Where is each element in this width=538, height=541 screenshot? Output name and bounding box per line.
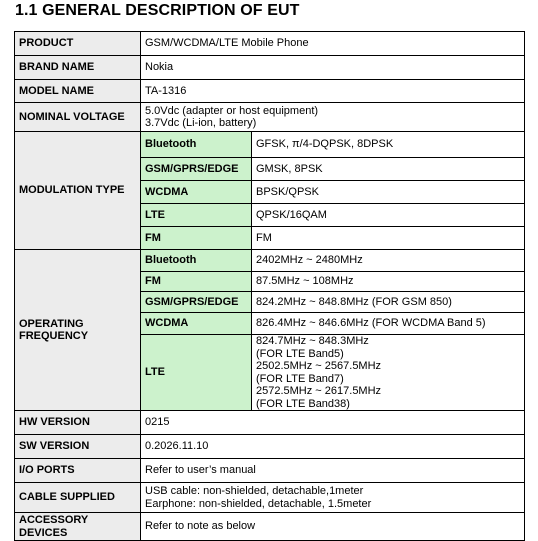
voltage-line: 3.7Vdc (Li-ion, battery) (145, 117, 257, 129)
table-row (15, 80, 525, 103)
modulation-tech: FM (141, 227, 252, 250)
table-row (15, 103, 525, 132)
frequency-label-line: FREQUENCY (19, 330, 89, 342)
modulation-tech: Bluetooth (141, 132, 252, 158)
modulation-value: GMSK, 8PSK (252, 158, 525, 181)
table-row (15, 250, 525, 272)
frequency-value: 824.2MHz ~ 848.8MHz (FOR GSM 850) (252, 292, 525, 313)
lte-frequency-value (252, 335, 525, 411)
hw-version-value: 0215 (141, 411, 525, 435)
frequency-tech: GSM/GPRS/EDGE (141, 292, 252, 313)
lte-range: 824.7MHz ~ 848.3MHz (256, 335, 369, 347)
product-value: GSM/WCDMA/LTE Mobile Phone (141, 32, 525, 56)
section-title: 1.1 GENERAL DESCRIPTION OF EUT (15, 2, 300, 19)
table-row (15, 32, 525, 56)
table-row (15, 459, 525, 483)
frequency-value: 87.5MHz ~ 108MHz (252, 272, 525, 292)
lte-range: 2572.5MHz ~ 2617.5MHz (256, 385, 382, 397)
lte-band-line (256, 385, 520, 410)
model-name-value: TA-1316 (141, 80, 525, 103)
nominal-voltage-label: NOMINAL VOLTAGE (15, 103, 141, 132)
brand-name-label: BRAND NAME (15, 56, 141, 80)
accessory-devices-label (15, 513, 141, 541)
io-ports-value: Refer to user’s manual (141, 459, 525, 483)
lte-band-line (256, 360, 520, 385)
modulation-value: BPSK/QPSK (252, 181, 525, 204)
frequency-value: 826.4MHz ~ 846.6MHz (FOR WCDMA Band 5) (252, 313, 525, 335)
frequency-tech: WCDMA (141, 313, 252, 335)
modulation-tech: GSM/GPRS/EDGE (141, 158, 252, 181)
cable-line: Earphone: non-shielded, detachable, 1.5meter (145, 497, 372, 510)
modulation-value: QPSK/16QAM (252, 204, 525, 227)
table-row (15, 483, 525, 513)
modulation-type-label: MODULATION TYPE (15, 132, 141, 250)
voltage-line: 5.0Vdc (adapter or host equipment) (145, 104, 319, 117)
lte-range: 2502.5MHz ~ 2567.5MHz (256, 360, 382, 372)
eut-description-table (14, 31, 525, 541)
sw-version-value: 0.2026.11.10 (141, 435, 525, 459)
table-row (15, 513, 525, 541)
modulation-tech: LTE (141, 204, 252, 227)
accessory-label-line: DEVICES (19, 526, 68, 539)
accessory-devices-value: Refer to note as below (141, 513, 525, 541)
modulation-value: GFSK, π/4-DQPSK, 8DPSK (252, 132, 525, 158)
frequency-tech: LTE (141, 335, 252, 411)
io-ports-label: I/O PORTS (15, 459, 141, 483)
cable-supplied-label: CABLE SUPPLIED (15, 483, 141, 513)
table-row (15, 411, 525, 435)
hw-version-label: HW VERSION (15, 411, 141, 435)
cable-line: USB cable: non-shielded, detachable,1meter (145, 485, 364, 497)
lte-band: (FOR LTE Band38) (256, 397, 350, 410)
brand-name-value: Nokia (141, 56, 525, 80)
frequency-tech: Bluetooth (141, 250, 252, 272)
sw-version-label: SW VERSION (15, 435, 141, 459)
frequency-tech: FM (141, 272, 252, 292)
table-row (15, 56, 525, 80)
lte-band: (FOR LTE Band5) (256, 347, 344, 360)
accessory-label-line: ACCESSORY (19, 514, 89, 526)
cable-supplied-value (141, 483, 525, 513)
operating-frequency-label (15, 250, 141, 411)
product-label: PRODUCT (15, 32, 141, 56)
table-row (15, 132, 525, 158)
table-row (15, 435, 525, 459)
model-name-label: MODEL NAME (15, 80, 141, 103)
modulation-tech: WCDMA (141, 181, 252, 204)
lte-band: (FOR LTE Band7) (256, 372, 344, 385)
nominal-voltage-value (141, 103, 525, 132)
frequency-label-line: OPERATING (19, 317, 84, 330)
frequency-value: 2402MHz ~ 2480MHz (252, 250, 525, 272)
modulation-value: FM (252, 227, 525, 250)
lte-band-line (256, 335, 520, 360)
